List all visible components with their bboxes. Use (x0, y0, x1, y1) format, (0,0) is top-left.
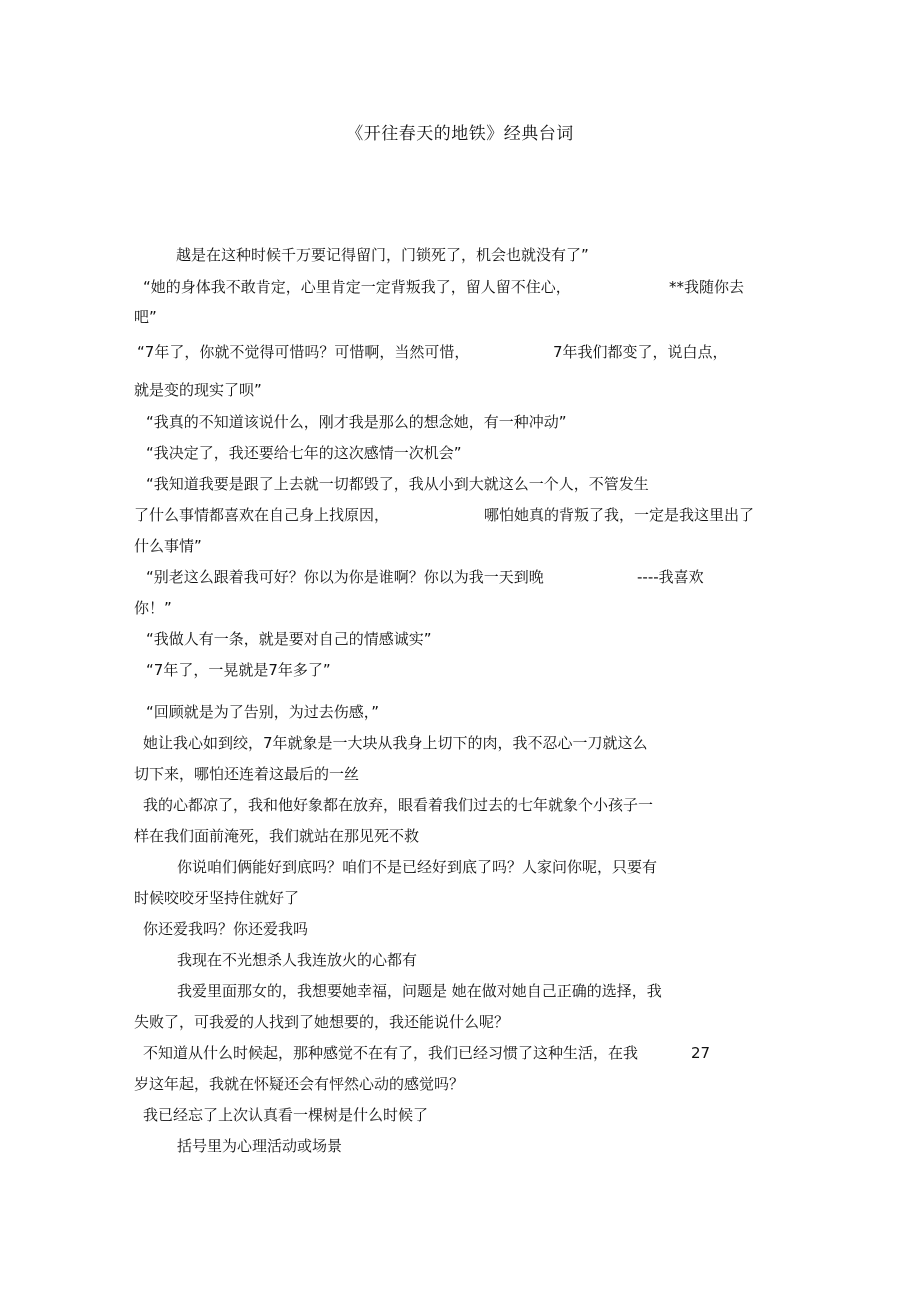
text-line: “我决定了，我还要给七年的这次感情一次机会” (146, 444, 462, 462)
text-line: “我做人有一条，就是要对自己的情感诚实” (146, 630, 432, 648)
text-line: 不知道从什么时候起，那种感觉不在有了，我们已经习惯了这种生活，在我 (143, 1044, 639, 1062)
text-line: 括号里为心理活动或场景 (177, 1137, 343, 1155)
text-line: 27 (691, 1044, 711, 1062)
text-line: 你还爱我吗？你还爱我吗 (143, 920, 309, 938)
text-line: 就是变的现实了呗” (134, 381, 262, 399)
document-title: 《开往春天的地铁》经典台词 (346, 124, 574, 144)
text-line: “我知道我要是跟了上去就一切都毁了，我从小到大就这么一个人，不管发生 (146, 475, 649, 493)
text-line: 了什么事情都喜欢在自己身上找原因， (134, 506, 390, 524)
text-line: 你说咱们俩能好到底吗？咱们不是已经好到底了吗？人家问你呢，只要有 (177, 858, 658, 876)
text-line: 岁这年起，我就在怀疑还会有怦然心动的感觉吗？ (134, 1075, 465, 1093)
text-line: 我现在不光想杀人我连放火的心都有 (177, 951, 418, 969)
text-line: 切下来，哪怕还连着这最后的一丝 (134, 765, 360, 783)
text-line: 我爱里面那女的，我想要她幸福，问题是 她在做对她自己正确的选择，我 (177, 982, 662, 1000)
text-line: “回顾就是为了告别，为过去伤感，” (146, 703, 380, 721)
text-line: “我真的不知道该说什么，刚才我是那么的想念她，有一种冲动” (146, 413, 567, 431)
text-line: “她的身体我不敢肯定，心里肯定一定背叛我了，留人留不住心， (143, 278, 571, 296)
text-line: 吧” (134, 308, 157, 326)
text-line: 我已经忘了上次认真看一棵树是什么时候了 (143, 1106, 429, 1124)
text-line: “7年了，你就不觉得可惜吗？可惜啊，当然可惜， (137, 343, 470, 361)
text-line: 时候咬咬牙坚持住就好了 (134, 889, 300, 907)
text-line: “7年了，一晃就是7年多了” (146, 661, 331, 679)
text-line: 7年我们都变了，说白点， (553, 343, 728, 361)
text-line: 样在我们面前淹死，我们就站在那见死不救 (134, 827, 420, 845)
text-line: 越是在这种时候千万要记得留门，门锁死了，机会也就没有了” (176, 246, 589, 264)
text-line: 你！” (134, 599, 172, 617)
text-line: “别老这么跟着我可好？你以为你是谁啊？你以为我一天到晚 (146, 568, 544, 586)
text-line: 什么事情” (134, 537, 202, 555)
text-line: ----我喜欢 (637, 568, 704, 586)
text-line: 失败了，可我爱的人找到了她想要的，我还能说什么呢？ (134, 1013, 510, 1031)
text-line: 她让我心如到绞，7年就象是一大块从我身上切下的肉，我不忍心一刀就这么 (143, 734, 648, 752)
text-line: 我的心都凉了，我和他好象都在放弃，眼看着我们过去的七年就象个小孩子一 (143, 796, 654, 814)
text-line: **我随你去 (669, 278, 745, 296)
text-line: 哪怕她真的背叛了我，一定是我这里出了 (484, 506, 755, 524)
